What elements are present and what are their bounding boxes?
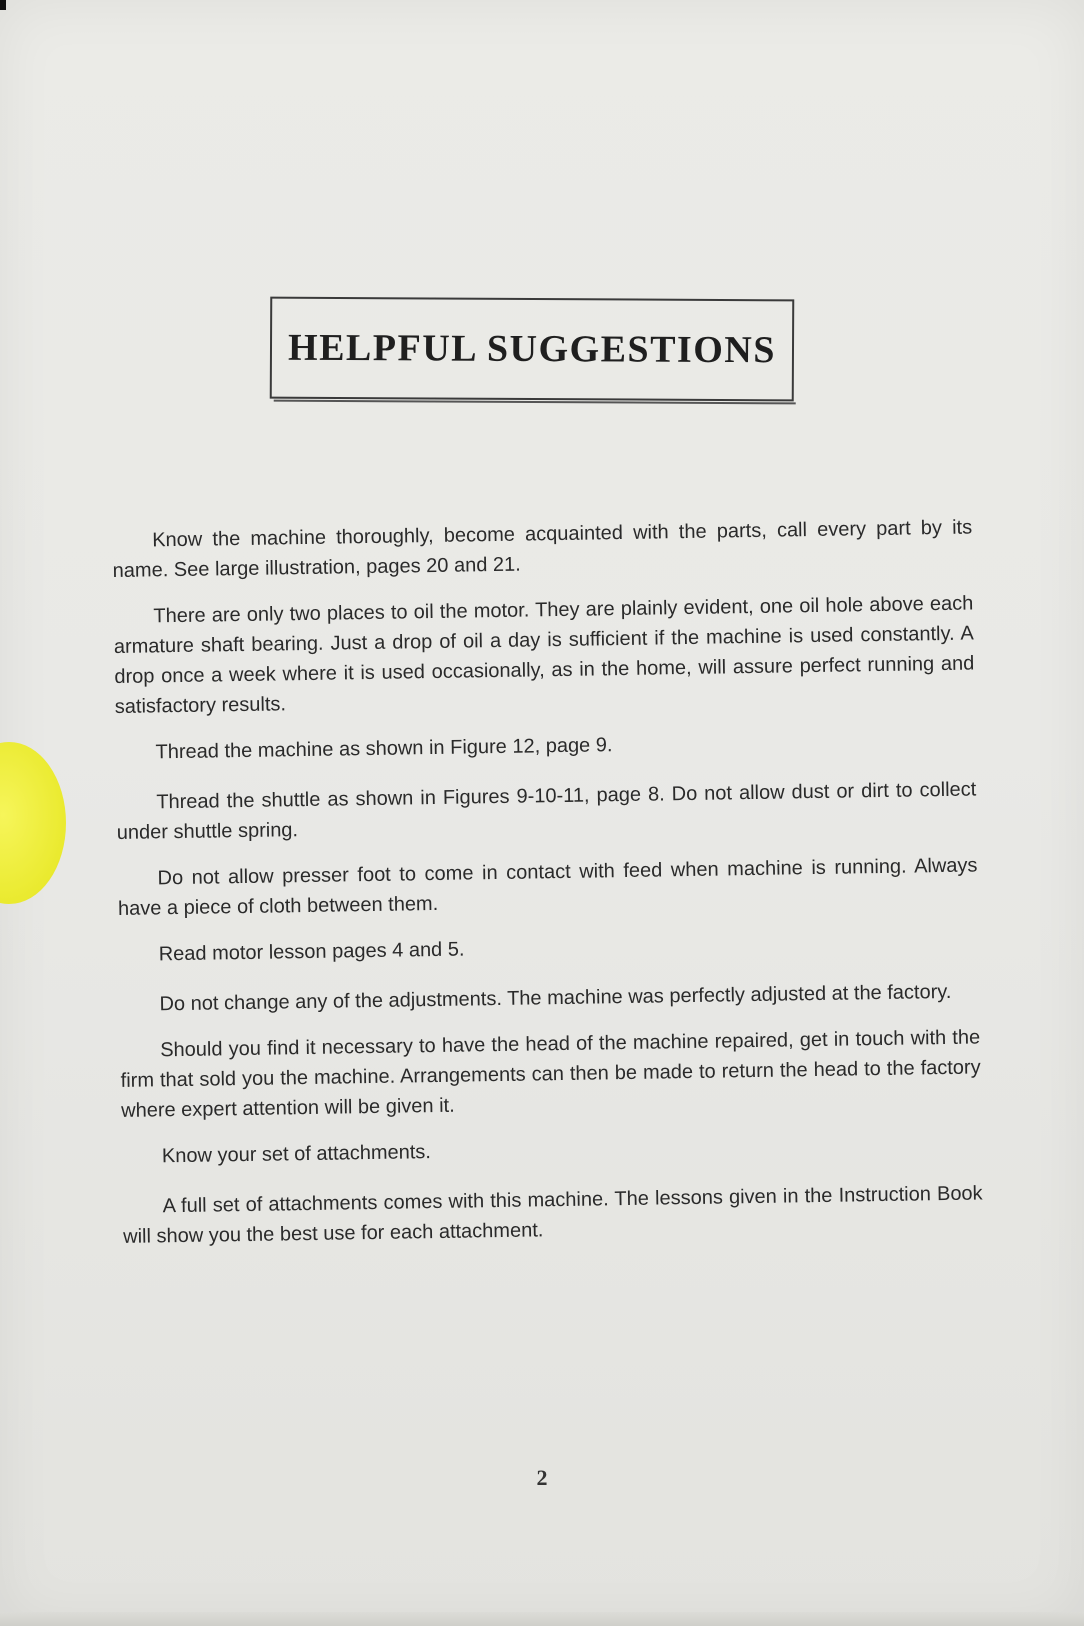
yellow-sticker: [0, 742, 66, 904]
page-number: 2: [536, 1465, 548, 1490]
scan-corner-mark: [0, 0, 6, 10]
paragraph-motor-lesson: Read motor lesson pages 4 and 5.: [158, 938, 465, 966]
page-bottom-edge: [0, 1612, 1084, 1626]
paragraph-presser-foot: Do not allow presser foot to come in contact with feed when machine is running. Always have a piece of cloth between them.: [117, 854, 978, 920]
paragraph-oil-motor: There are only two places to oil the motor. They are plainly evident, one oil hole above each armature shaft bearing. Just a drop of oil a day is sufficient if the machine is used constantly. A drop once a week where it is used occasionally, as in the home, will assure perfect running and satisfactory results.: [113, 592, 975, 718]
page-title: HELPFUL SUGGESTIONS: [287, 326, 777, 372]
paragraph-thread-machine: Thread the machine as shown in Figure 12, page 9.: [155, 734, 613, 764]
paragraph-know-attachments: Know your set of attachments.: [161, 1141, 432, 1168]
paragraph-know-machine: Know the machine thoroughly, become acquainted with the parts, call every part by its name. See large illustration, pages 20 and 21.: [112, 516, 973, 582]
body-text: [112, 512, 984, 1267]
paragraph-attachments-set: A full set of attachments comes with this machine. The lessons given in the Instruction Book will show you the best use for each attachment.: [122, 1182, 983, 1248]
title-box: [270, 297, 795, 402]
paragraph-thread-shuttle: Thread the shuttle as shown in Figures 9-10-11, page 8. Do not allow dust or dirt to collect under shuttle spring.: [116, 778, 977, 844]
paragraph-repairs: Should you find it necessary to have the head of the machine repaired, get in touch with the firm that sold you the machine. Arrangements can then be made to return the head to the factory where expert attention will be given it.: [120, 1026, 981, 1122]
paragraph-adjustments: Do not change any of the adjustments. The machine was perfectly adjusted at the factory.: [159, 980, 952, 1016]
